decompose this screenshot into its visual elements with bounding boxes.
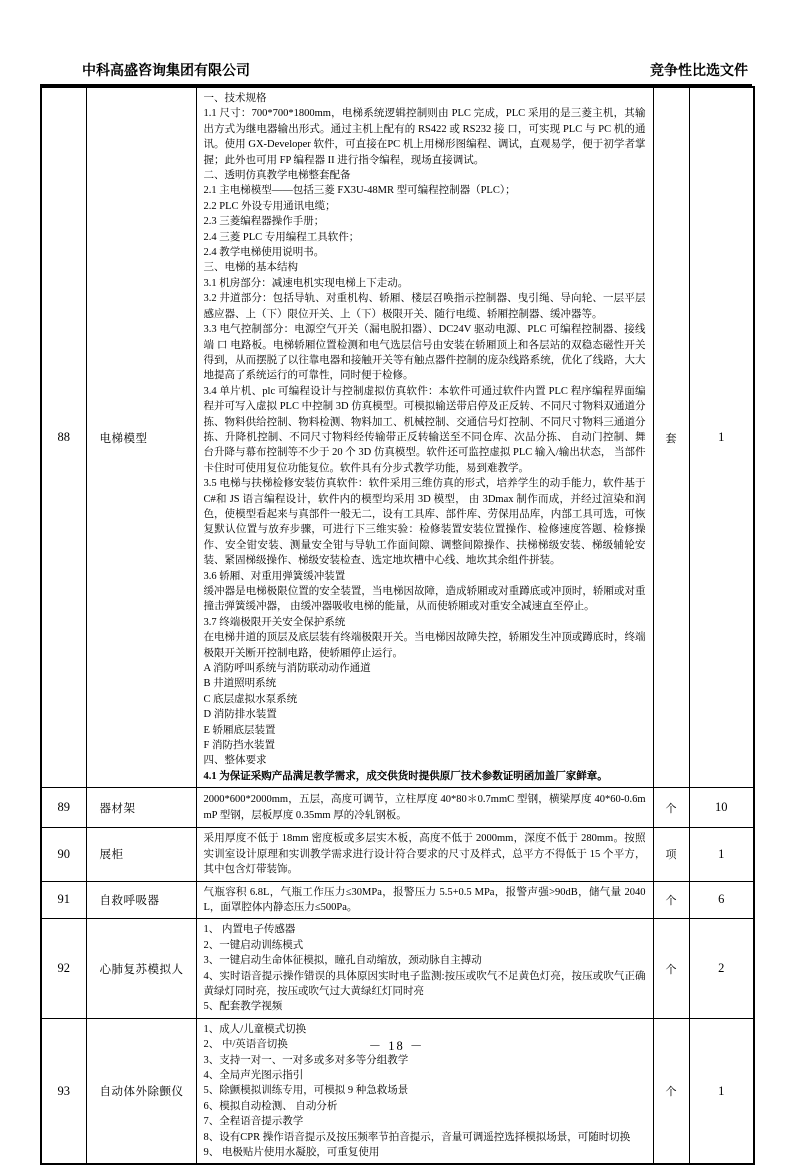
spec-paragraph: 1、成人/儿童模式切换 [203, 1023, 307, 1035]
spec-paragraph: 3、支持一对一、一对多或多对多等分组教学 [203, 1054, 409, 1066]
spec-cell [196, 881, 653, 919]
spec-cell [196, 788, 653, 828]
table-row [41, 87, 754, 788]
unit-cell: 个 [653, 788, 689, 828]
spec-paragraph: 4、全局声光图示指引 [203, 1069, 304, 1081]
row-number: 89 [41, 788, 86, 828]
row-number: 91 [41, 881, 86, 919]
quantity-cell: 6 [689, 881, 754, 919]
quantity-cell: 1 [689, 828, 754, 881]
spec-paragraph: F 消防挡水装置 [203, 740, 275, 752]
spec-paragraph: 9、 电极贴片使用水凝胶，可重复使用 [203, 1147, 380, 1158]
spec-paragraph: C 底层虚拟水泵系统 [203, 693, 298, 705]
spec-paragraph: 缓冲器是电梯极限位置的安全装置，当电梯因故障，造成轿厢或对重蹲底或冲顶时，轿厢或对重撞击弹簧缓冲器， 由缓冲器吸收电梯的能量，从而使轿厢或对重安全减速直至停止。 [203, 586, 646, 613]
spec-paragraph: 2.1 主电梯模型——包括三菱 FX3U-48MR 型可编程控制器（PLC）； [203, 185, 516, 197]
spec-cell [196, 828, 653, 881]
spec-paragraph: 1、 内置电子传感器 [203, 924, 296, 936]
spec-paragraph: A 消防呼叫系统与消防联动动作通道 [203, 663, 371, 675]
spec-paragraph: D 消防排水装置 [203, 709, 277, 721]
table-row [41, 881, 754, 919]
spec-paragraph: 四、整体要求 [203, 755, 267, 767]
quantity-cell: 10 [689, 788, 754, 828]
unit-cell: 套 [653, 87, 689, 788]
quantity-cell: 2 [689, 919, 754, 1018]
spec-paragraph: 2.4 三菱 PLC 专用编程工具软件； [203, 231, 360, 243]
spec-paragraph: 2.3 三菱编程器操作手册； [203, 216, 325, 228]
spec-paragraph: B 井道照明系统 [203, 678, 277, 690]
spec-paragraph: 3.1 机房部分：减速电机实现电梯上下走动。 [203, 277, 409, 289]
quantity-cell: 1 [689, 1018, 754, 1164]
spec-cell [196, 87, 653, 788]
unit-cell: 个 [653, 1018, 689, 1164]
spec-table-body [41, 87, 754, 1164]
table-row [41, 788, 754, 828]
spec-paragraph: 6、模拟自动检测、 自动分析 [203, 1100, 338, 1112]
spec-paragraph: 气瓶容积 6.8L，气瓶工作压力≤30MPa，报警压力 5.5+0.5 MPa，报警声强>90dB，储气量 2040L，面罩腔体内静态压力≤500Pa。 [203, 886, 646, 913]
spec-paragraph: 3、一键启动生命体征模拟，瞳孔自动缩放，颈动脉自主搏动 [203, 955, 482, 967]
spec-paragraph: 在电梯井道的顶层及底层装有终端极限开关。当电梯因故障失控，轿厢发生冲顶或蹲底时，终端极限开关断开控制电路，使轿厢停止运行。 [203, 632, 646, 659]
row-number: 92 [41, 919, 86, 1018]
unit-cell: 项 [653, 828, 689, 881]
spec-paragraph: 3.6 轿厢、对重用弹簧缓冲装置 [203, 570, 346, 582]
table-row [41, 828, 754, 881]
spec-paragraph: 2.4 教学电梯使用说明书。 [203, 247, 325, 259]
spec-paragraph: 3.7 终端极限开关安全保护系统 [203, 616, 346, 628]
item-name: 电梯模型 [86, 87, 196, 788]
spec-paragraph: 3.4 单片机、plc 可编程设计与控制虚拟仿真软件：本软件可通过软件内置 PLC 程序编程界面编程并可写入虚拟 PLC 中控制 3D 仿真模型。可模拟输送带启停及正反转、不同尺寸物料双通道分拣、物料供给控制、物料检测、物料加工、机械控制、交通信号灯控制、不同尺寸物料三通道分拣、升降机控制、不同尺寸物料经传输带正反转输送至不同仓库、次品分拣、 自动门控制、舞台升降与幕布控制等不少于 20 个 3D 仿真模型。软件还可监控虚拟 PLC 输入/输出状态， 当部件卡住时可使用复位功能复位。软件具有分步式教学功能，易到难教学。 [203, 385, 646, 474]
spec-paragraph: 3.3 电气控制部分：电源空气开关（漏电脱扣器）、DC24V 驱动电源、PLC 可编程控制器、接线端 口 电路板。电梯轿厢位置检测和电气选层信号由安装在轿厢顶上和各层站的双稳态磁性开关得到，从而摆脱了以往靠电器和接触开关等有触点器件控制的庞杂线路系统，优化了线路，大大地提高了系统运行的可靠性，同时便于检修。 [203, 324, 646, 382]
spec-paragraph: E 轿厢底层装置 [203, 724, 276, 736]
item-name: 展柜 [86, 828, 196, 881]
spec-paragraph: 采用厚度不低于 18mm 密度板或多层实木板，高度不低于 2000mm，深度不低于 280mm。按照实训室设计原理和实训教学需求进行设计符合要求的尺寸及样式，总平方不得低于 15 个平方，其中包含灯带装饰。 [203, 833, 646, 876]
row-number: 90 [41, 828, 86, 881]
spec-paragraph: 3.5 电梯与扶梯检修安装仿真软件：软件采用三维仿真的形式，培养学生的动手能力，软件基于C#和 JS 语言编程设计，软件内的模型均采用 3D 模型， 由 3Dmax 制作而成，并经过渲染和润色，使模型看起来与真部件一般无二，设有工具库、部件库、劳保用品库，内部工具可选，可恢复默认位置与放弃步骤，可进行下三维实验：检修装置安装位置操作、检修速度答题、检修操作、安全钳安装、测量安全钳与导轨工作面间隙、调整间隙操作、扶梯梯级安装、梯级辅轮安装、紧固梯级操作、梯级安装检查、选定地坎槽中心线、地坎其余组件拼装。 [203, 478, 646, 567]
spec-paragraph: 5、除颤模拟训练专用，可模拟 9 种急救场景 [203, 1085, 409, 1097]
spec-paragraph: 5、配套教学视频 [203, 1001, 283, 1013]
spec-paragraph: 2.2 PLC 外设专用通讯电缆； [203, 200, 336, 212]
spec-paragraph: 2、 中/英语音切换 [203, 1039, 288, 1051]
unit-cell: 个 [653, 919, 689, 1018]
spec-paragraph: 7、全程语音提示教学 [203, 1116, 304, 1128]
spec-paragraph: 3.2 井道部分：包括导轨、对重机构、轿厢、楼层召唤指示控制器、曳引绳、导向轮、一层平层感应器、上（下）限位开关、上（下）极限开关、随行电缆、轿厢控制器、缓冲器等。 [203, 293, 646, 320]
spec-cell [196, 919, 653, 1018]
unit-cell: 个 [653, 881, 689, 919]
item-name: 器材架 [86, 788, 196, 828]
spec-paragraph: 8、设有CPR 操作语音提示及按压频率节拍音提示，音量可调遥控选择模拟场景，可随时切换 [203, 1131, 631, 1143]
company-name: 中科高盛咨询集团有限公司 [82, 62, 250, 78]
spec-paragraph: 2、一键启动训练模式 [203, 939, 304, 951]
page-header [40, 50, 752, 86]
item-name: 自动体外除颤仪 [86, 1018, 196, 1164]
spec-paragraph: 三、电梯的基本结构 [203, 262, 298, 274]
row-number: 93 [41, 1018, 86, 1164]
spec-paragraph: 1.1 尺寸：700*700*1800mm，电梯系统逻辑控制则由 PLC 完成，PLC 采用的是三菱主机，其输出方式为继电器输出形式。通过主机上配有的 RS422 或 RS232 接 口，可实现 PLC 与 PC 机的通讯。使用 GX-Developer 软件，可直接在PC 机上用梯形图编程、调试，直观易学，便于初学者掌握；此外也可用 FP 编程器 II 进行指令编程，现场直接调试。 [203, 108, 646, 166]
item-name: 自救呼吸器 [86, 881, 196, 919]
document-type-label: 竞争性比选文件 [650, 62, 748, 78]
spec-paragraph: 4、实时语音提示操作错误的具体原因实时电子监测:按压或吹气不足黄色灯亮，按压或吹气正确黄绿灯同时亮，按压或吹气过大黄绿红灯同时亮 [203, 970, 646, 997]
table-row [41, 919, 754, 1018]
page-number: － 18 － [368, 1039, 425, 1053]
item-name: 心肺复苏模拟人 [86, 919, 196, 1018]
spec-paragraph: 二、透明仿真教学电梯整套配备 [203, 170, 351, 182]
spec-table [40, 86, 755, 1165]
spec-paragraph: 2000*600*2000mm，五层，高度可调节，立柱厚度 40*80＊0.7mmC 型钢，横梁厚度 40*60-0.6mmP 型钢，层板厚度 0.35mm 厚的冷轧钢板。 [203, 794, 646, 821]
row-number: 88 [41, 87, 86, 788]
quantity-cell: 1 [689, 87, 754, 788]
spec-paragraph: 一、技术规格 [203, 93, 267, 104]
spec-paragraph: 4.1 为保证采购产品满足教学需求，成交供货时提供原厂技术参数证明函加盖厂家鲜章。 [203, 770, 608, 782]
